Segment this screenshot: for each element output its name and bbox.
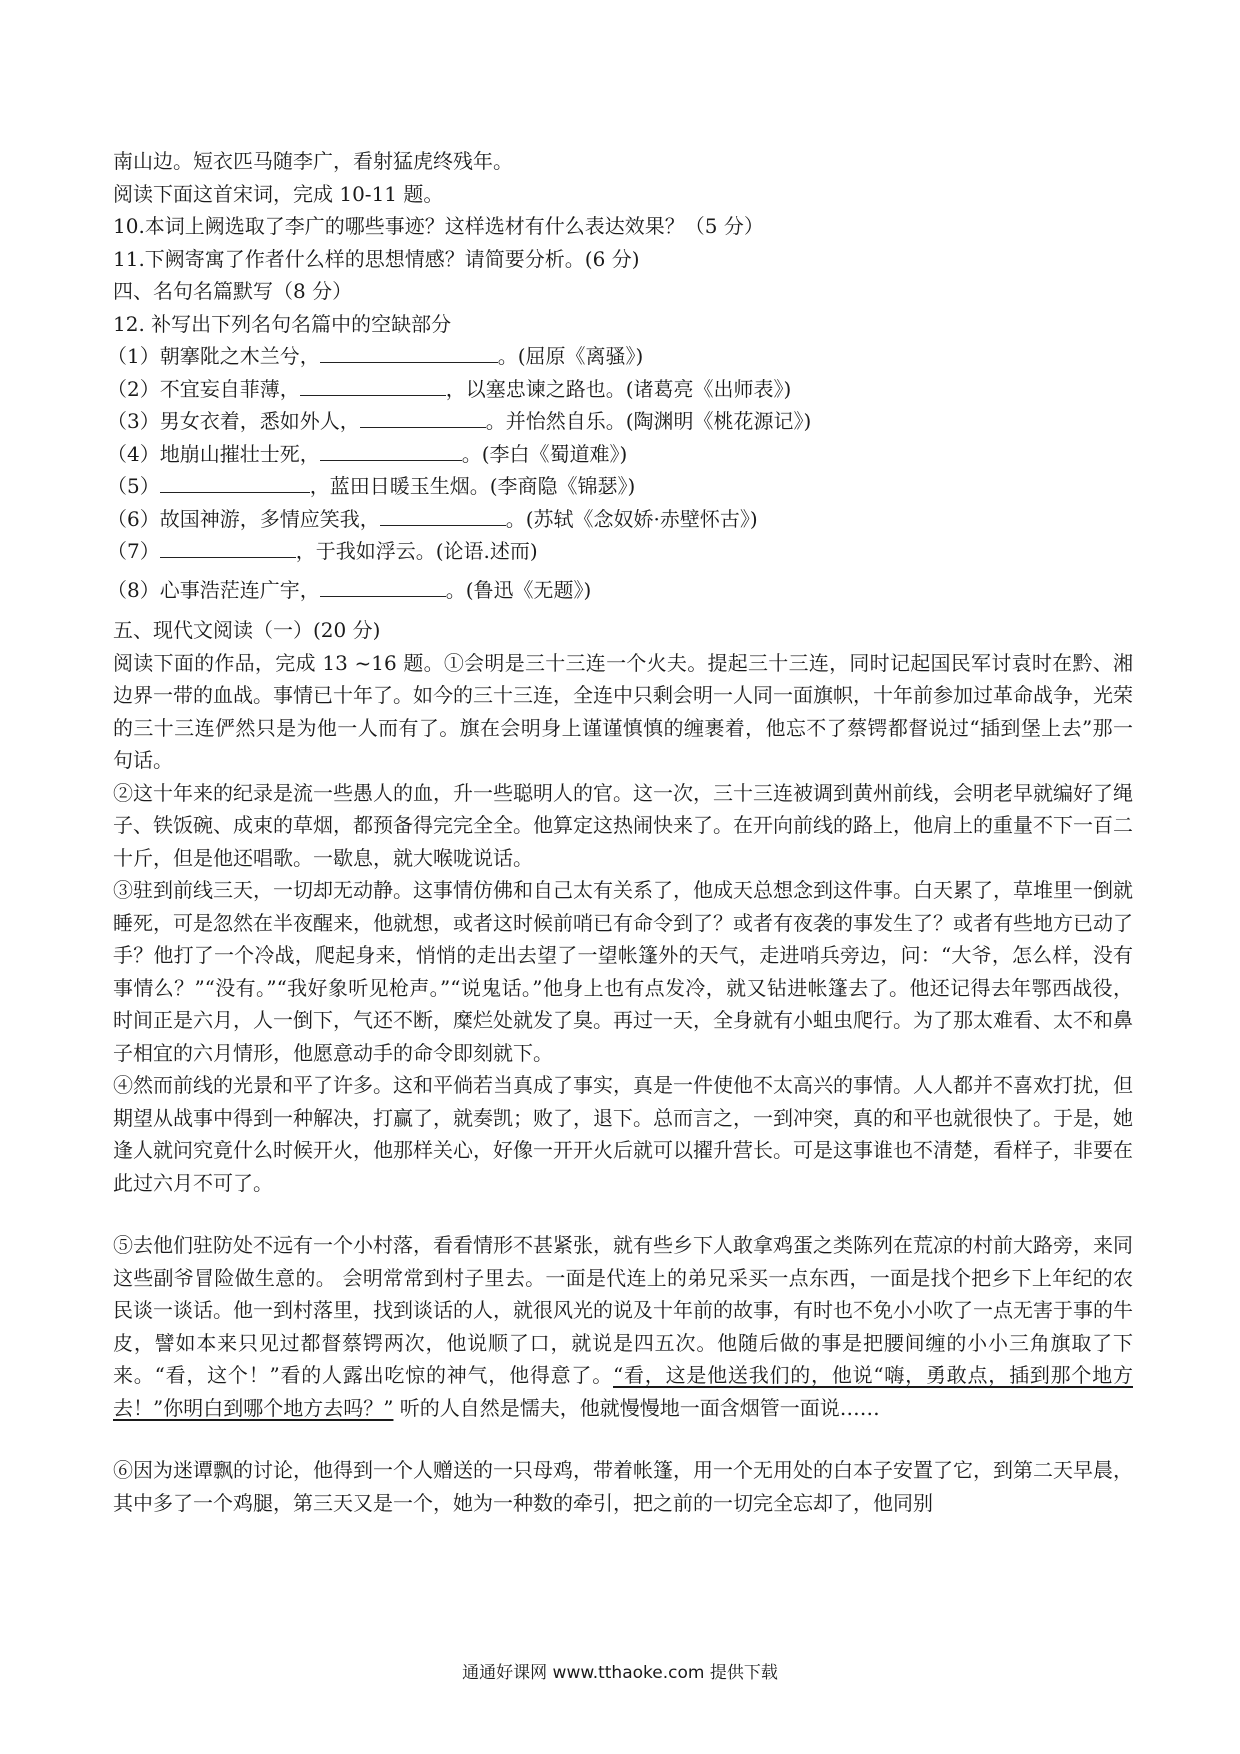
- section-5-heading: 五、现代文阅读（一）(20 分): [113, 618, 381, 642]
- question-11: 11.下阙寄寓了作者什么样的思想情感？请简要分析。(6 分): [113, 246, 640, 271]
- fill-item-text: 。(李白《蜀道难》): [461, 441, 628, 466]
- fill-item-text: （1）朝搴阰之木兰兮，: [107, 344, 320, 368]
- answer-blank[interactable]: [320, 442, 462, 461]
- fill-item-text: （8）心事浩茫连广宇，: [107, 577, 320, 602]
- answer-blank[interactable]: [320, 578, 446, 597]
- fill-item-4: [107, 438, 1133, 471]
- passage-paragraph-1: 阅读下面的作品，完成 13 ~16 题。①会明是三十三连一个火夫。提起三十三连，同时记起国民军讨袁时在黔、湘边界一带的血战。事情已十年了。如今的三十三连，全连中只剩会明一人同一面旗帜，十年前参加过革命战争，光荣的三十三连俨然只是为他一人而有了。旗在会明身上谨谨慎慎的缠裹着，他忘不了蔡锷都督说过“插到堡上去”那一句话。: [113, 650, 1133, 772]
- paragraph-spacer: [113, 1199, 1133, 1229]
- passage-paragraph-5: [113, 1229, 1133, 1424]
- question-10: 10.本词上阙选取了李广的哪些事迹？这样选材有什么表达效果？（5 分）: [113, 214, 764, 238]
- fill-item-text: 。(鲁迅《无题》): [445, 577, 592, 602]
- page-body: [107, 145, 1133, 1519]
- answer-blank[interactable]: [300, 377, 446, 396]
- paragraph-spacer: [113, 1424, 1133, 1454]
- fill-item-text: （5）: [107, 474, 160, 498]
- answer-blank[interactable]: [360, 409, 486, 428]
- paragraph-5-text-a: ⑤去他们驻防处不远有一个小村落，看看情形不甚紧张，就有些乡下人敢拿鸡蛋之类陈列在荒凉的村前大路旁，来同这些副爷冒险做生意的。 会明常常到村子里去。一面是代连上的弟兄采买一点东西，一面是找个把乡下上年纪的农民谈一谈话。他一到村落里，找到谈话的人，就很风光的说及十年前的故事，有时也不免小小吹了一点无害于事的牛皮，譬如本来只见过都督蔡锷两次，他说顺了口，就说是四五次。他随后做的事是把腰间缠的小小三角旗取了下来。“看，这个！”看的人露出吃惊的神气，他得意了。: [113, 1233, 1133, 1387]
- fill-item-6: [107, 503, 1133, 536]
- fill-item-8: [107, 574, 1133, 607]
- passage-paragraph-6: ⑥因为迷谭飘的讨论，他得到一个人赠送的一只母鸡，带着帐篷，用一个无用处的白本子安置了它，到第二天早晨，其中多了一个鸡腿，第三天又是一个，她为一种数的牵引，把之前的一切完全忘却了，他同别: [113, 1458, 1133, 1515]
- reading-instruction: 阅读下面这首宋词，完成 10-11 题。: [113, 181, 444, 206]
- fill-item-text: ，于我如浮云。(论语.述而): [295, 539, 538, 563]
- fill-item-text: （6）故国神游，多情应笑我，: [107, 506, 380, 531]
- poem-tail-line: 南山边。短衣匹马随李广，看射猛虎终残年。: [113, 149, 513, 173]
- fill-item-text: （4）地崩山摧壮士死，: [107, 441, 320, 466]
- fill-item-text: （3）男女衣着，悉如外人，: [107, 409, 360, 433]
- fill-item-text: ，蓝田日暖玉生烟。(李商隐《锦瑟》): [309, 474, 636, 498]
- answer-blank[interactable]: [320, 344, 498, 363]
- section-4-heading: 四、名句名篇默写（8 分）: [113, 279, 353, 303]
- fill-item-text: 。并怡然自乐。(陶渊明《桃花源记》): [485, 409, 812, 433]
- passage-paragraph-2: ②这十年来的纪录是流一些愚人的血，升一些聪明人的官。这一次，三十三连被调到黄州前线，会明老早就编好了绳子、铁饭碗、成束的草烟，都预备得完完全全。他算定这热闹快来了。在开向前线的路上，他肩上的重量不下一百二十斤，但是他还唱歌。一歇息，就大喉咙说话。: [113, 780, 1133, 870]
- passage-paragraph-4: ④然而前线的光景和平了许多。这和平倘若当真成了事实，真是一件使他不太高兴的事情。人人都并不喜欢打扰，但期望从战事中得到一种解决，打赢了，就奏凯；败了，退下。总而言之，一到冲突，真的和平也就很快了。于是，她逢人就问究竟什么时候开火，他那样关心，好像一开开火后就可以擢升营长。可是这事谁也不清楚，看样子，非要在此过六月不可了。: [113, 1073, 1133, 1195]
- fill-item-3: [107, 405, 1133, 438]
- fill-item-text: 。(苏轼《念奴娇·赤壁怀古》): [505, 506, 758, 531]
- answer-blank[interactable]: [160, 539, 296, 558]
- fill-item-2: [107, 373, 1133, 406]
- paragraph-5-text-b: 听的人自然是懦夫，他就慢慢地一面含烟管一面说……: [393, 1395, 880, 1420]
- question-12: 12. 补写出下列名句名篇中的空缺部分: [113, 311, 452, 336]
- fill-item-text: 。(屈原《离骚》): [497, 344, 644, 368]
- fill-item-text: （2）不宜妄自菲薄，: [107, 376, 300, 401]
- page-footer: 通通好课网 www.tthaoke.com 提供下载: [462, 1663, 778, 1683]
- fill-item-7: [107, 535, 1133, 568]
- fill-item-text: （7）: [107, 539, 160, 563]
- fill-item-1: [107, 340, 1133, 373]
- passage-paragraph-3: ③驻到前线三天，一切却无动静。这事情仿佛和自己太有关系了，他成天总想念到这件事。白天累了，草堆里一倒就睡死，可是忽然在半夜醒来，他就想，或者这时候前哨已有命令到了？或者有夜袭的事发生了？或者有些地方已动了手？他打了一个冷战，爬起身来，悄悄的走出去望了一望帐篷外的天气，走进哨兵旁边，问：“大爷，怎么样，没有事情么？”“没有。”“我好象听见枪声。”“说鬼话。”他身上也有点发冷，就又钻进帐篷去了。他还记得去年鄂西战役，时间正是六月，人一倒下，气还不断，糜烂处就发了臭。再过一天，全身就有小蛆虫爬行。为了那太难看、太不和鼻子相宜的六月情形，他愿意动手的命令即刻就下。: [113, 878, 1133, 1065]
- underlined-quote: “看，这是他送我们的，他说“嗨，勇敢点，插到那个地方去！”你明白到哪个地方去吗？”: [113, 1363, 1133, 1420]
- answer-blank[interactable]: [160, 474, 310, 493]
- fill-item-text: ，以塞忠谏之路也。(诸葛亮《出师表》): [445, 376, 792, 401]
- fill-item-5: [107, 470, 1133, 503]
- answer-blank[interactable]: [380, 507, 506, 526]
